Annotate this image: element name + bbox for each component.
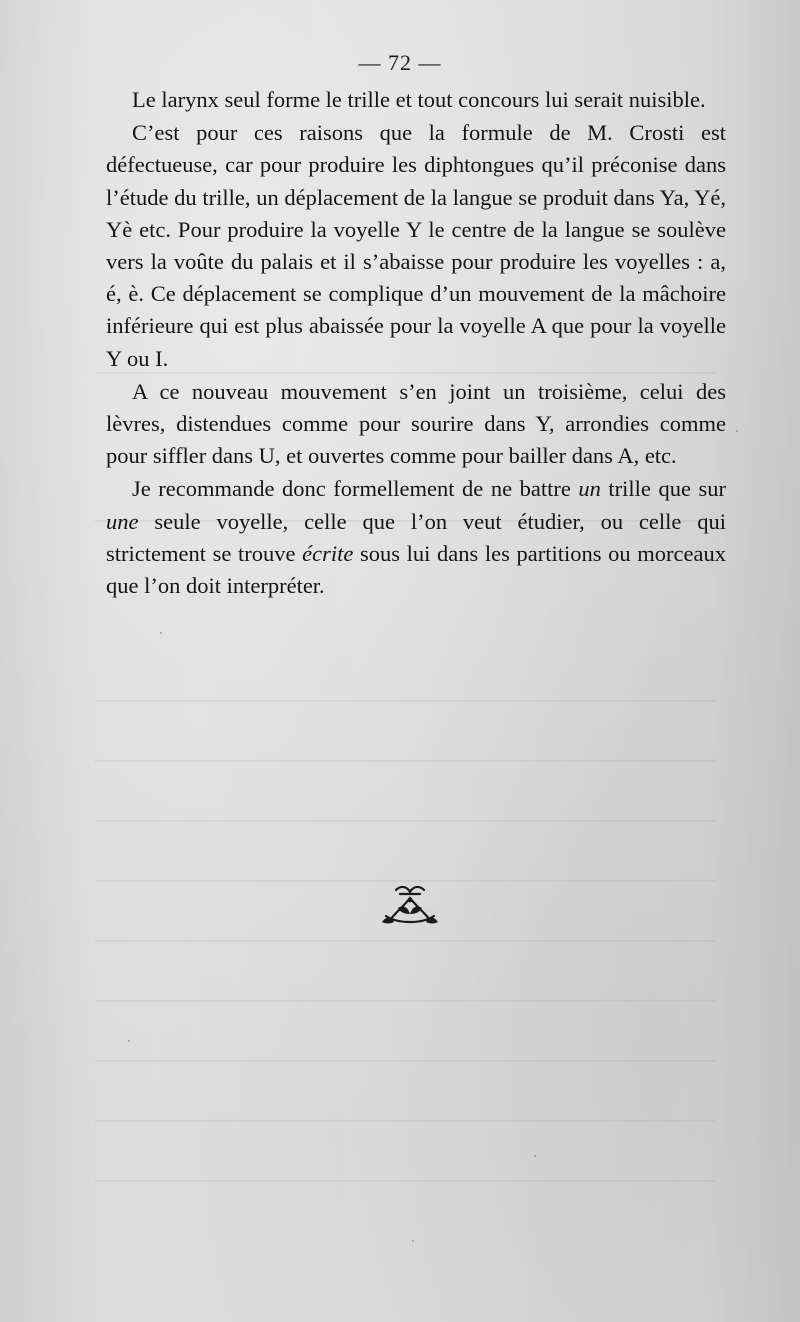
emphasis-un: un: [578, 476, 601, 502]
bleed-through-line: [95, 1000, 715, 1002]
emphasis-ecrite: écrite: [302, 540, 354, 566]
bleed-through-line: [95, 1060, 715, 1062]
paper-speck: [412, 1240, 414, 1242]
bleed-through-line: [95, 820, 715, 822]
paper-speck: [736, 430, 738, 432]
paper-speck: [160, 632, 162, 634]
paragraph-4: [106, 473, 726, 602]
emphasis-une: une: [106, 508, 139, 534]
paragraph-4-text: trille que sur: [600, 476, 726, 502]
bleed-through-line: [95, 940, 715, 942]
paper-speck: [128, 1040, 130, 1042]
paragraph-4-text: Je recommande donc formellement de ne battre: [132, 476, 579, 502]
paper-speck: [534, 1155, 536, 1157]
paragraph-1: Le larynx seul forme le trille et tout concours lui serait nuisible.: [132, 87, 706, 112]
paragraph-4-text: sous lui dans les partitions ou morceaux que l’on doit interpréter.: [106, 540, 726, 599]
paragraph-2: C’est pour ces raisons que la formule de M. Crosti est défectueuse, car pour produire les diphtongues qu’il préconise dans l’étude du trille, un déplacement de la langue se produit dans Ya, Yé, Yè etc. Pour produire la voyelle Y le centre de la langue se soulève vers la voûte du palais et il s’abaisse pour produire les voyelles : a, é, è. Ce déplacement se complique d’un mouvement de la mâchoire inférieure qui est plus abaissée pour la voyelle A que pour la voyelle Y ou I.: [106, 120, 726, 371]
bleed-through-line: [95, 700, 715, 702]
bleed-through-line: [95, 760, 715, 762]
body-text: [106, 84, 726, 602]
fleuron-ornament-icon: [378, 882, 442, 930]
bleed-through-line: [95, 1120, 715, 1122]
page-number: — 72 —: [358, 50, 442, 75]
paragraph-3: A ce nouveau mouvement s’en joint un troisième, celui des lèvres, distendues comme pour sourire dans Y, arrondies comme pour siffler dans U, et ouvertes comme pour bailler dans A, etc.: [106, 378, 726, 469]
paragraph-4-text: seule voyelle, celle que l’on veut étudier, ou celle qui strictement se trouve: [106, 508, 726, 566]
bleed-through-line: [95, 1180, 715, 1182]
